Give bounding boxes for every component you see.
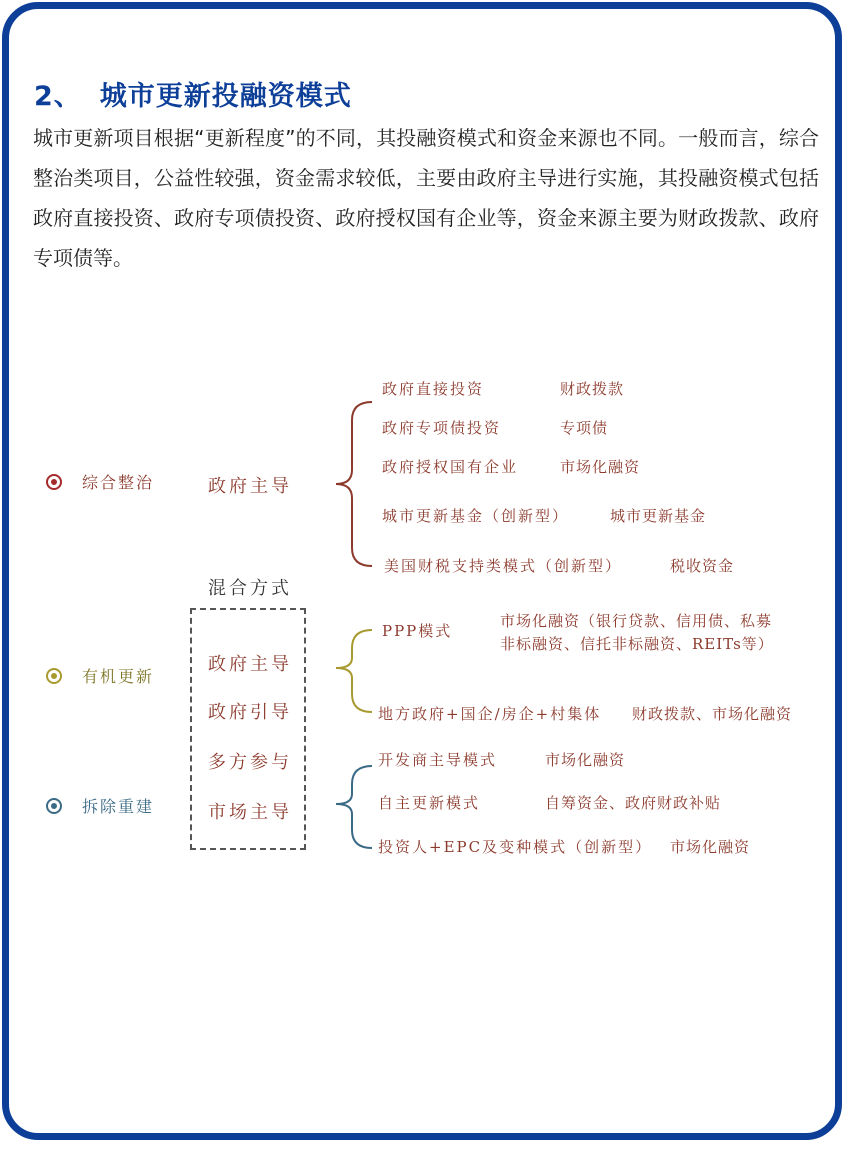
lead-government: 政府主导 bbox=[208, 654, 292, 675]
fund-item: 自筹资金、政府财政补贴 bbox=[545, 794, 722, 812]
fund-item: 财政拨款、市场化融资 bbox=[632, 705, 793, 723]
mode-item: 地方政府+国企/房企+村集体 bbox=[378, 705, 602, 723]
lead-government-top: 政府主导 bbox=[208, 476, 292, 497]
fund-item: 非标融资、信托非标融资、REITs等） bbox=[500, 635, 774, 653]
bullet-icon bbox=[46, 668, 62, 684]
bullet-icon bbox=[46, 474, 62, 490]
fund-item: 市场化融资（银行贷款、信用债、私募 bbox=[500, 612, 773, 630]
mixed-mode-label: 混合方式 bbox=[208, 578, 292, 599]
fund-item: 市场化融资 bbox=[545, 751, 626, 769]
mode-item: PPP模式 bbox=[382, 622, 453, 640]
mode-item: 政府授权国有企业 bbox=[382, 458, 519, 476]
section-number: 2、 bbox=[34, 81, 82, 112]
category-comprehensive: 综合整治 bbox=[82, 473, 155, 492]
fund-item: 市场化融资 bbox=[560, 458, 641, 476]
mode-item: 美国财税支持类模式（创新型） bbox=[384, 557, 623, 575]
category-organic: 有机更新 bbox=[82, 667, 155, 686]
fund-item: 税收资金 bbox=[670, 557, 735, 575]
section-title: 城市更新投融资模式 bbox=[99, 81, 352, 112]
bullet-icon bbox=[46, 798, 62, 814]
lead-multi-party: 多方参与 bbox=[208, 752, 292, 773]
mode-item: 城市更新基金（创新型） bbox=[382, 507, 570, 525]
mode-item: 政府专项债投资 bbox=[382, 419, 502, 437]
fund-item: 城市更新基金 bbox=[610, 507, 707, 525]
mode-item: 自主更新模式 bbox=[378, 794, 481, 812]
lead-market: 市场主导 bbox=[208, 802, 292, 823]
lead-government-guided: 政府引导 bbox=[208, 702, 292, 723]
mode-item: 开发商主导模式 bbox=[378, 751, 498, 769]
fund-item: 专项债 bbox=[560, 419, 609, 437]
category-demolition: 拆除重建 bbox=[82, 797, 155, 816]
mode-item: 政府直接投资 bbox=[382, 380, 485, 398]
mode-item: 投资人+EPC及变种模式（创新型） bbox=[378, 838, 653, 856]
fund-item: 市场化融资 bbox=[670, 838, 751, 856]
fund-item: 财政拨款 bbox=[560, 380, 625, 398]
intro-paragraph: 城市更新项目根据“更新程度”的不同，其投融资模式和资金来源也不同。一般而言，综合整治类项目，公益性较强，资金需求较低，主要由政府主导进行实施，其投融资模式包括政府直接投资、政府专项债投资、政府授权国有企业等，资金来源主要为财政拨款、政府专项债等。 bbox=[33, 126, 819, 270]
